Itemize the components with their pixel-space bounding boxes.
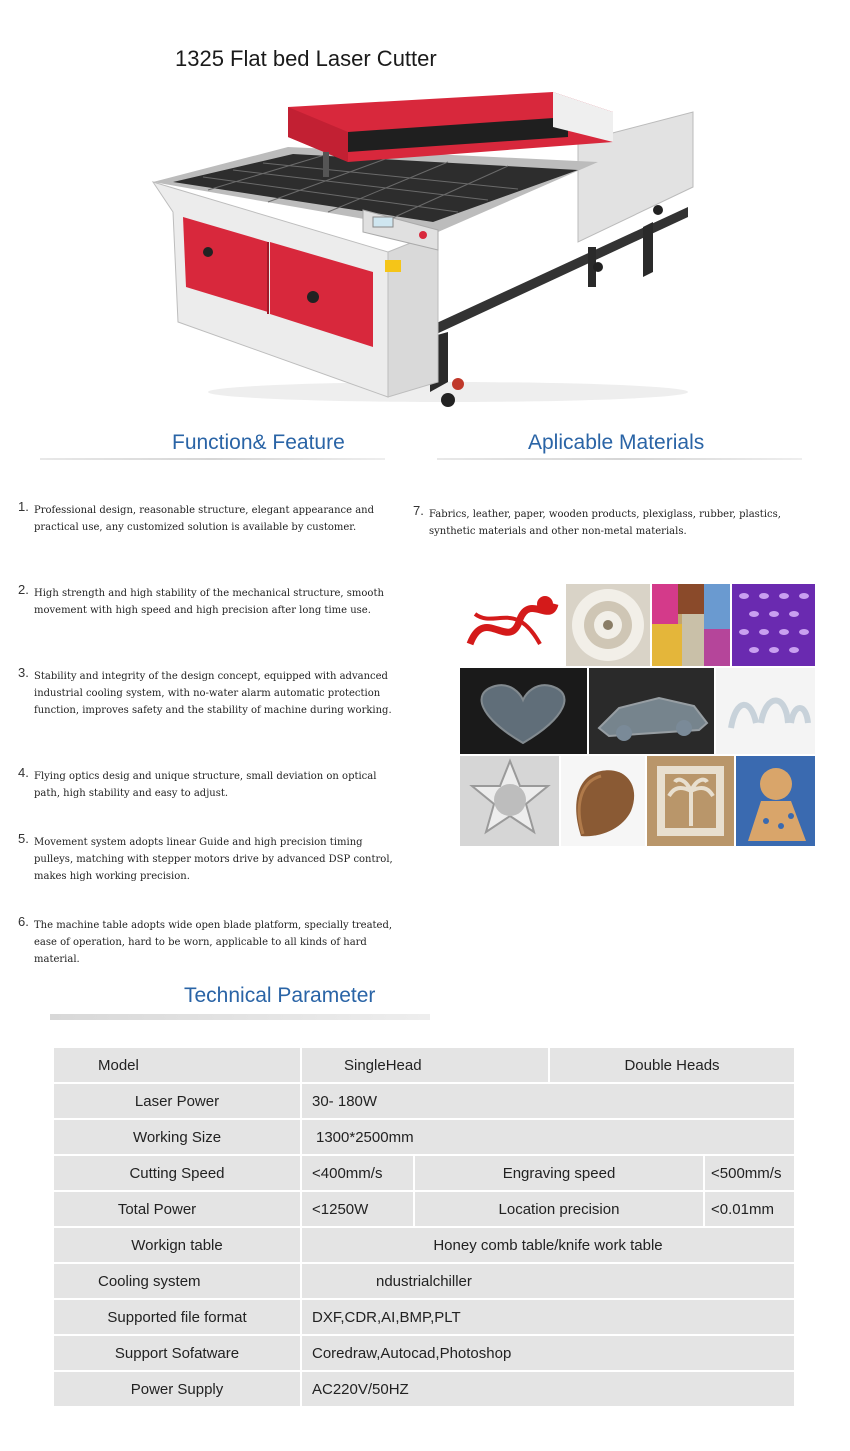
features-divider — [40, 458, 385, 460]
table-row — [53, 1191, 795, 1227]
param-label: Laser Power — [53, 1083, 301, 1119]
param-value: <1250W — [301, 1191, 414, 1227]
wood-heart-sample — [561, 756, 645, 846]
machine-photo — [148, 92, 708, 410]
feature-number: 6. — [18, 914, 29, 929]
param-label: Supported file format — [53, 1299, 301, 1335]
materials-item — [413, 503, 793, 540]
parameter-table — [52, 1046, 796, 1408]
param-value: 30- 180W — [301, 1083, 795, 1119]
feature-item-1 — [18, 499, 398, 536]
materials-gallery — [460, 584, 815, 846]
wood-palm-frame-sample — [647, 756, 734, 846]
technical-divider — [50, 1014, 430, 1020]
param-value: <400mm/s — [301, 1155, 414, 1191]
param-value: 1300*2500mm — [301, 1119, 795, 1155]
materials-heading: Aplicable Materials — [528, 431, 705, 454]
param-label: Support Sofatware — [53, 1335, 301, 1371]
table-row — [53, 1047, 795, 1083]
acrylic-letters-sample — [716, 668, 815, 754]
param-value: SingleHead — [301, 1047, 549, 1083]
param-label: Total Power — [53, 1191, 301, 1227]
table-row — [53, 1227, 795, 1263]
param-value: ndustrialchiller — [301, 1263, 795, 1299]
feature-text: High strength and high stability of the mechanical structure, smooth movement with high speed and high precision after long time use. — [34, 588, 384, 616]
param-label: Workign table — [53, 1227, 301, 1263]
param-value: <500mm/s — [704, 1155, 795, 1191]
feature-text: Movement system adopts linear Guide and high precision timing pulleys, matching with stepper motors drive by advanced DSP control, makes high working precision. — [34, 837, 393, 882]
param-label: Cooling system — [53, 1263, 301, 1299]
wood-star-sample — [460, 756, 559, 846]
acrylic-heart-sample — [460, 668, 587, 754]
feature-number: 4. — [18, 765, 29, 780]
feature-text: Flying optics desig and unique structure, small deviation on optical path, high stability and easy to adjust. — [34, 771, 377, 799]
feature-number: 1. — [18, 499, 29, 514]
feature-item-3 — [18, 665, 398, 719]
table-row — [53, 1119, 795, 1155]
param-label: Location precision — [414, 1191, 704, 1227]
table-row — [53, 1083, 795, 1119]
purple-fabric-sample — [732, 584, 815, 666]
features-heading: Function& Feature — [172, 431, 345, 454]
feature-number: 2. — [18, 582, 29, 597]
feature-item-4 — [18, 765, 398, 802]
feature-text: Stability and integrity of the design concept, equipped with advanced industrial cooling system, with no-water alarm automatic protection function, improves safety and the stability of machine during working. — [34, 671, 392, 716]
table-row — [53, 1299, 795, 1335]
table-row — [53, 1155, 795, 1191]
paper-dragon-sample — [460, 584, 564, 666]
table-row — [53, 1263, 795, 1299]
param-label: Working Size — [53, 1119, 301, 1155]
table-row — [53, 1371, 795, 1407]
param-value: AC220V/50HZ — [301, 1371, 795, 1407]
param-value: Coredraw,Autocad,Photoshop — [301, 1335, 795, 1371]
param-value: <0.01mm — [704, 1191, 795, 1227]
feature-item-2 — [18, 582, 398, 619]
materials-text: Fabrics, leather, paper, wooden products, plexiglass, rubber, plastics, synthetic materials and other non-metal materials. — [429, 509, 781, 537]
materials-number: 7. — [413, 503, 424, 518]
page-title: 1325 Flat bed Laser Cutter — [175, 46, 437, 71]
feature-item-6 — [18, 914, 398, 968]
param-value: Double Heads — [549, 1047, 795, 1083]
param-label: Model — [53, 1047, 301, 1083]
technical-heading: Technical Parameter — [184, 984, 376, 1007]
materials-divider — [437, 458, 802, 460]
param-label: Engraving speed — [414, 1155, 704, 1191]
wood-angel-sample — [736, 756, 815, 846]
param-value: Honey comb table/knife work table — [301, 1227, 795, 1263]
feature-item-5 — [18, 831, 398, 885]
param-value: DXF,CDR,AI,BMP,PLT — [301, 1299, 795, 1335]
fabric-swatches-sample — [652, 584, 730, 666]
param-label: Power Supply — [53, 1371, 301, 1407]
param-label: Cutting Speed — [53, 1155, 301, 1191]
table-row — [53, 1335, 795, 1371]
wood-doily-sample — [566, 584, 650, 666]
feature-text: Professional design, reasonable structure, elegant appearance and practical use, any customized solution is available by customer. — [34, 505, 375, 533]
feature-number: 5. — [18, 831, 29, 846]
feature-text: The machine table adopts wide open blade platform, specially treated, ease of operation, hard to be worn, applicable to all kinds of hard material. — [34, 920, 393, 965]
acrylic-car-sample — [589, 668, 714, 754]
feature-number: 3. — [18, 665, 29, 680]
